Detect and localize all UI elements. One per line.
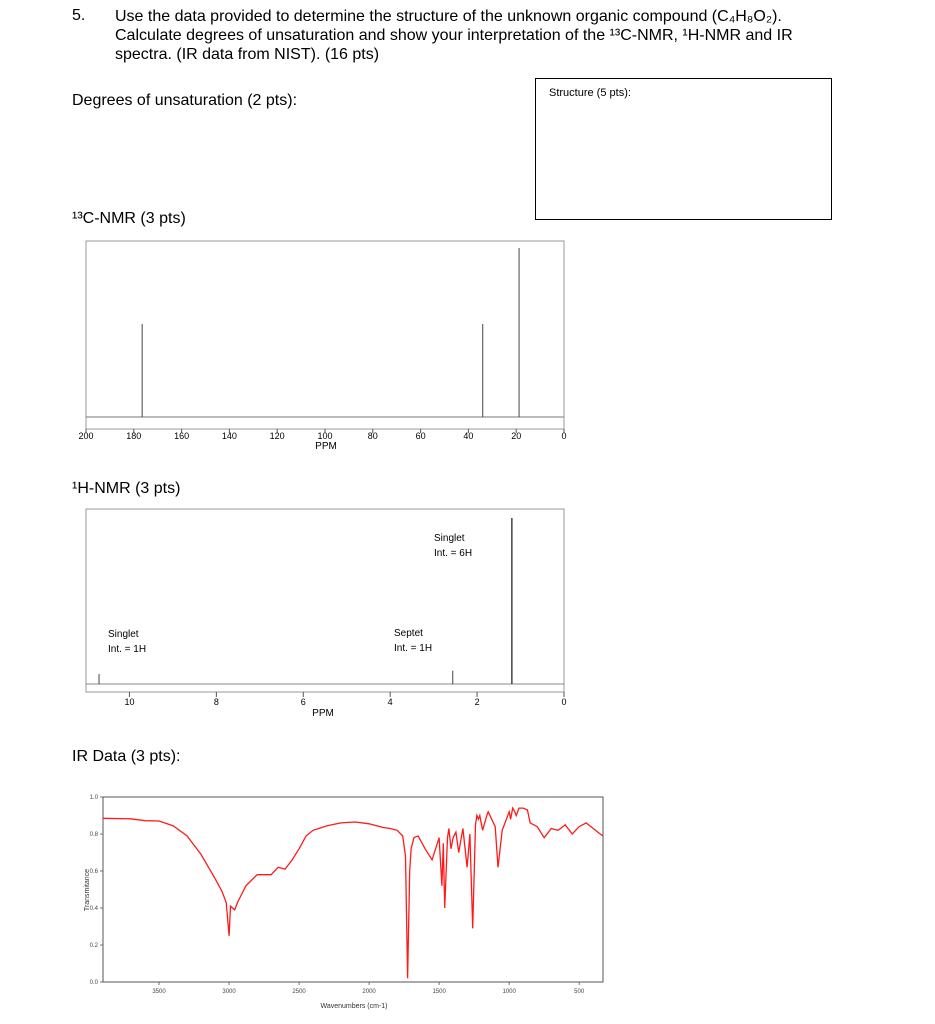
ir-x-tick-label-3: 2000 — [362, 989, 376, 995]
c13-tick-label-5: 100 — [317, 431, 333, 441]
ir-x-tick-label-4: 1500 — [432, 989, 446, 995]
c13-nmr-label: ¹³C-NMR (3 pts) — [72, 210, 186, 227]
ir-ylabel: Transmitance — [84, 868, 91, 912]
h1-annotation-6h-type: Singlet — [434, 533, 465, 544]
h1-tick-label-1: 8 — [213, 697, 219, 707]
c13-tick-label-9: 20 — [511, 431, 522, 441]
ir-y-tick-label-3: 0.6 — [89, 869, 98, 875]
ir-y-tick-label-1: 0.2 — [89, 943, 98, 949]
c13-tick-label-10: 0 — [561, 431, 567, 441]
h1-tick-label-2: 6 — [300, 697, 306, 707]
degrees-of-unsaturation-label: Degrees of unsaturation (2 pts): — [72, 92, 298, 109]
ir-x-tick-label-5: 1000 — [502, 989, 516, 995]
h1-annotation-1h-type: Singlet — [108, 629, 139, 640]
ir-transmittance-line — [103, 808, 603, 978]
h1-annotation-6h-int: Int. = 6H — [434, 548, 473, 559]
ir-x-tick-label-1: 3000 — [222, 989, 236, 995]
question-number: 5. — [72, 7, 86, 24]
c13-tick-label-1: 180 — [126, 431, 142, 441]
c13-tick-label-0: 200 — [78, 431, 94, 441]
h1-axis-unit: PPM — [312, 708, 334, 719]
ir-frame — [103, 797, 603, 982]
h1-annotation-1h-int: Int. = 1H — [108, 644, 147, 655]
h1-tick-label-3: 4 — [387, 697, 393, 707]
question-line-3: spectra. (IR data from NIST). (16 pts) — [115, 46, 380, 63]
h1-nmr-label: ¹H-NMR (3 pts) — [72, 480, 181, 497]
h1-tick-label-5: 0 — [561, 697, 567, 707]
ir-y-tick-label-0: 0.0 — [89, 980, 98, 986]
c13-axis-unit: PPM — [315, 441, 337, 452]
h1-annotation-septet-type: Septet — [394, 628, 423, 639]
ir-y-tick-label-4: 0.8 — [89, 832, 98, 838]
h1-tick-label-0: 10 — [124, 697, 135, 707]
c13-frame — [86, 241, 564, 429]
ir-spectrum — [84, 795, 603, 1010]
structure-label: Structure (5 pts): — [549, 87, 631, 99]
ir-x-tick-label-2: 2500 — [292, 989, 306, 995]
c13-tick-label-4: 120 — [269, 431, 285, 441]
c13-tick-label-2: 160 — [174, 431, 190, 441]
h1-frame — [86, 509, 564, 692]
h1-tick-label-4: 2 — [474, 697, 480, 707]
ir-x-tick-label-6: 500 — [574, 989, 585, 995]
h1-annotation-septet-int: Int. = 1H — [394, 643, 433, 654]
question-line-1: Use the data provided to determine the structure of the unknown organic compound (C₄H₈O₂). — [115, 8, 782, 25]
c13-tick-label-7: 60 — [415, 431, 426, 441]
h1-spectrum — [86, 509, 567, 719]
ir-y-tick-label-5: 1.0 — [89, 795, 98, 801]
ir-y-tick-label-2: 0.4 — [89, 906, 98, 912]
c13-spectrum — [78, 241, 566, 452]
ir-data-label: IR Data (3 pts): — [72, 748, 181, 765]
c13-tick-label-6: 80 — [367, 431, 378, 441]
c13-tick-label-3: 140 — [221, 431, 237, 441]
c13-tick-label-8: 40 — [463, 431, 474, 441]
question-line-2: Calculate degrees of unsaturation and show your interpretation of the ¹³C-NMR, ¹H-NMR and IR — [115, 27, 793, 44]
ir-xlabel: Wavenumbers (cm-1) — [320, 1003, 388, 1010]
ir-x-tick-label-0: 3500 — [152, 989, 166, 995]
